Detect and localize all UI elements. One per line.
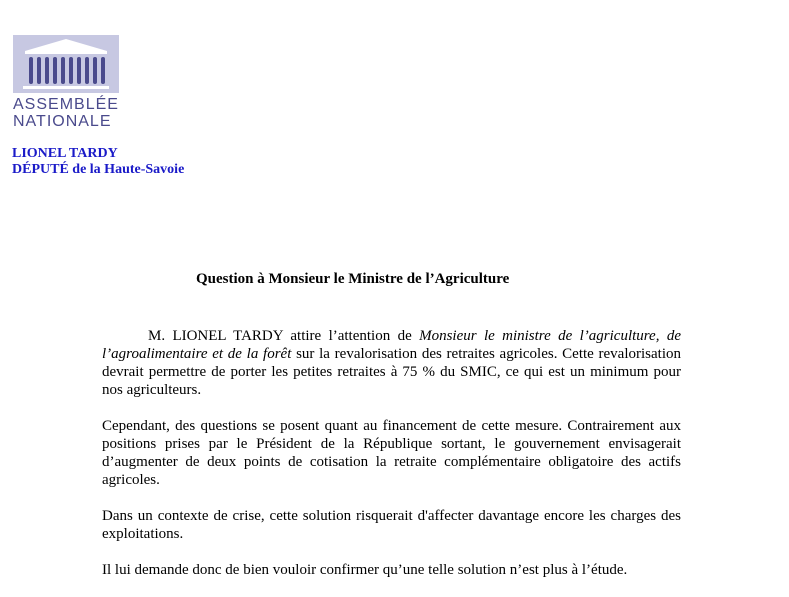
question-title: Question à Monsieur le Ministre de l’Agriculture <box>196 271 510 287</box>
deputy-header <box>12 146 184 178</box>
assemblee-nationale-logo <box>13 35 121 130</box>
paragraph-4: Il lui demande donc de bien vouloir confirmer qu’une telle solution n’est plus à l’étude. <box>102 562 628 578</box>
paragraph-3: Dans un contexte de crise, cette solution risquerait d'affecter davantage encore les charges des exploitations. <box>102 508 681 542</box>
paragraph-1-intro: M. LIONEL TARDY attire l’attention de <box>148 328 420 344</box>
minister-reference: Monsieur le ministre de l’agriculture, de l’agroalimentaire et de la forêt <box>102 328 681 362</box>
deputy-name: LIONEL TARDY <box>12 146 118 161</box>
paragraph-1 <box>102 327 681 399</box>
logo-line-2: NATIONALE <box>13 113 112 130</box>
logo-text <box>13 96 121 130</box>
paragraph-1-rest: sur la revalorisation des retraites agricoles. Cette revalorisation devrait permettre de porter les petites retraites à 75 % du SMIC, ce qui est un minimum pour nos agriculteurs. <box>102 346 681 398</box>
question-body <box>102 327 681 579</box>
paragraph-2: Cependant, des questions se posent quant au financement de cette mesure. Contrairement aux positions prises par le Président de la République sortant, le gouvernement envisagerait d’augmenter de deux points de cotisation la retraite complémentaire obligatoire des actifs agricoles. <box>102 418 681 488</box>
logo-line-1: ASSEMBLÉE <box>13 96 119 113</box>
hemicycle-columns-icon <box>13 35 119 93</box>
deputy-title: DÉPUTÉ de la Haute-Savoie <box>12 162 185 177</box>
